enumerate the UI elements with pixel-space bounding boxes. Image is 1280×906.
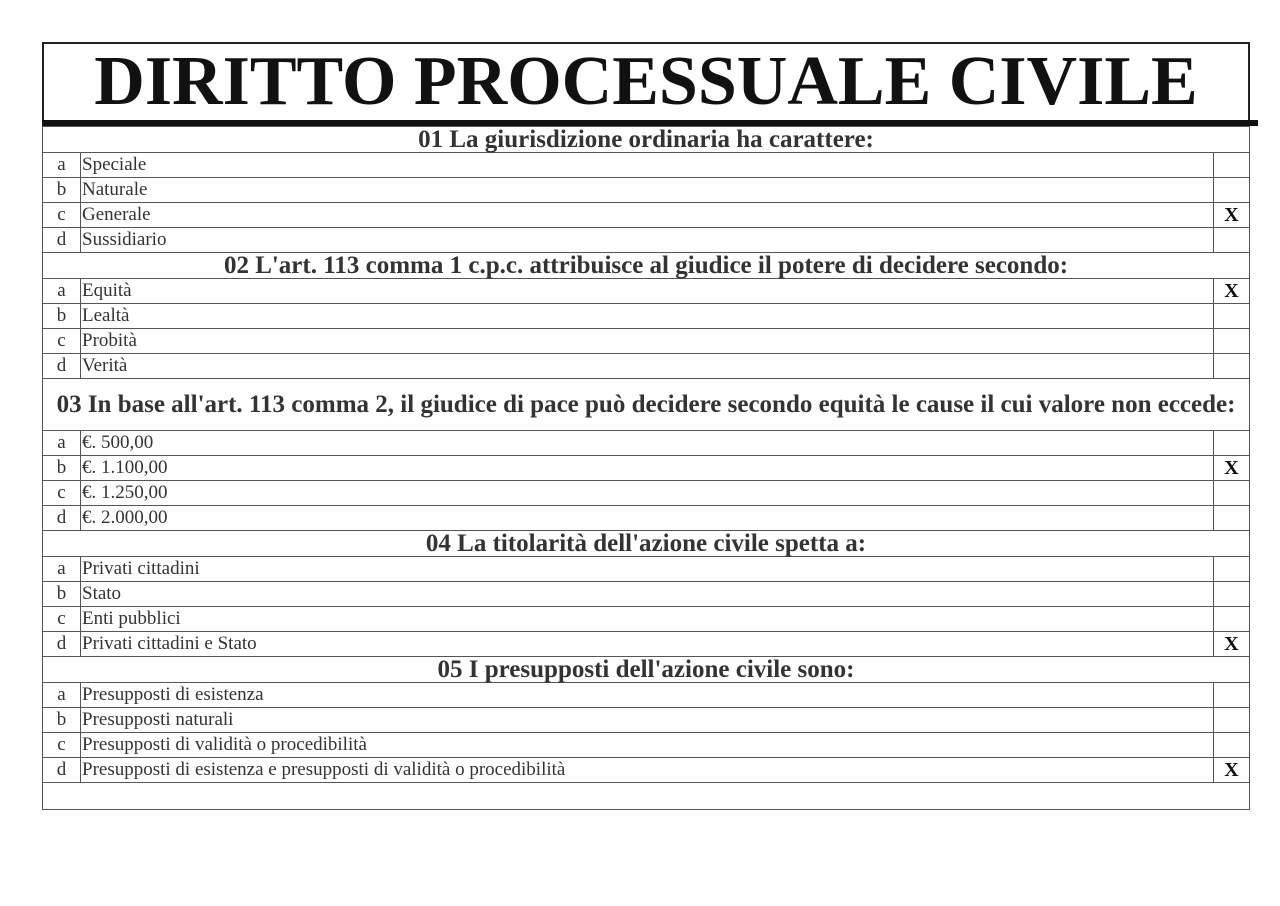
answer-mark	[1214, 481, 1250, 506]
answer-letter: c	[43, 481, 81, 506]
answer-text: Naturale	[81, 178, 1214, 203]
empty-cell	[43, 783, 1250, 810]
answer-row	[43, 758, 1250, 783]
question-row	[43, 531, 1250, 557]
answer-letter: d	[43, 354, 81, 379]
empty-row	[43, 783, 1250, 810]
answer-mark	[1214, 228, 1250, 253]
answer-mark: X	[1214, 758, 1250, 783]
answer-row	[43, 506, 1250, 531]
answer-row	[43, 683, 1250, 708]
answer-row	[43, 456, 1250, 481]
answer-mark	[1214, 733, 1250, 758]
answer-letter: a	[43, 431, 81, 456]
answer-letter: a	[43, 153, 81, 178]
answer-letter: c	[43, 607, 81, 632]
answer-text: €. 1.100,00	[81, 456, 1214, 481]
answer-row	[43, 431, 1250, 456]
answer-text: Presupposti di esistenza	[81, 683, 1214, 708]
answer-row	[43, 178, 1250, 203]
answer-letter: b	[43, 708, 81, 733]
answer-row	[43, 481, 1250, 506]
question-text: 03 In base all'art. 113 comma 2, il giudice di pace può decidere secondo equità le cause il cui valore non eccede:	[43, 379, 1250, 431]
answer-text: Privati cittadini	[81, 557, 1214, 582]
answer-row	[43, 228, 1250, 253]
answer-row	[43, 582, 1250, 607]
answer-mark	[1214, 506, 1250, 531]
answer-letter: c	[43, 733, 81, 758]
answer-row	[43, 354, 1250, 379]
quiz-body	[43, 127, 1250, 810]
answer-letter: a	[43, 557, 81, 582]
answer-row	[43, 279, 1250, 304]
answer-text: Generale	[81, 203, 1214, 228]
answer-letter: d	[43, 506, 81, 531]
answer-row	[43, 708, 1250, 733]
answer-text: Sussidiario	[81, 228, 1214, 253]
answer-mark	[1214, 304, 1250, 329]
answer-mark	[1214, 708, 1250, 733]
answer-mark	[1214, 354, 1250, 379]
answer-text: Presupposti di validità o procedibilità	[81, 733, 1214, 758]
answer-mark	[1214, 607, 1250, 632]
question-text: 04 La titolarità dell'azione civile spetta a:	[43, 531, 1250, 557]
answer-text: Verità	[81, 354, 1214, 379]
answer-text: Enti pubblici	[81, 607, 1214, 632]
answer-row	[43, 557, 1250, 582]
answer-text: Probità	[81, 329, 1214, 354]
answer-text: Presupposti di esistenza e presupposti di validità o procedibilità	[81, 758, 1214, 783]
answer-letter: d	[43, 632, 81, 657]
question-row	[43, 253, 1250, 279]
answer-mark: X	[1214, 456, 1250, 481]
answer-letter: b	[43, 456, 81, 481]
quiz-sheet	[42, 42, 1250, 810]
question-row	[43, 379, 1250, 431]
answer-letter: b	[43, 582, 81, 607]
question-row	[43, 657, 1250, 683]
question-text: 02 L'art. 113 comma 1 c.p.c. attribuisce al giudice il potere di decidere secondo:	[43, 253, 1250, 279]
answer-mark	[1214, 582, 1250, 607]
answer-text: Stato	[81, 582, 1214, 607]
answer-mark	[1214, 431, 1250, 456]
page-title: DIRITTO PROCESSUALE CIVILE	[94, 43, 1198, 120]
answer-mark: X	[1214, 279, 1250, 304]
answer-row	[43, 153, 1250, 178]
answer-mark	[1214, 683, 1250, 708]
answer-row	[43, 607, 1250, 632]
answer-letter: c	[43, 203, 81, 228]
answer-mark	[1214, 153, 1250, 178]
answer-mark: X	[1214, 203, 1250, 228]
answer-letter: d	[43, 228, 81, 253]
answer-letter: a	[43, 279, 81, 304]
answer-mark	[1214, 329, 1250, 354]
answer-text: Privati cittadini e Stato	[81, 632, 1214, 657]
question-text: 05 I presupposti dell'azione civile sono:	[43, 657, 1250, 683]
answer-text: Lealtà	[81, 304, 1214, 329]
title-box	[42, 42, 1250, 120]
answer-text: Speciale	[81, 153, 1214, 178]
answer-mark: X	[1214, 632, 1250, 657]
answer-row	[43, 733, 1250, 758]
answer-mark	[1214, 178, 1250, 203]
answer-row	[43, 304, 1250, 329]
answer-text: Presupposti naturali	[81, 708, 1214, 733]
question-row	[43, 127, 1250, 153]
answer-letter: b	[43, 304, 81, 329]
answer-mark	[1214, 557, 1250, 582]
answer-letter: c	[43, 329, 81, 354]
answer-text: €. 1.250,00	[81, 481, 1214, 506]
answer-row	[43, 632, 1250, 657]
answer-row	[43, 203, 1250, 228]
answer-letter: a	[43, 683, 81, 708]
answer-text: Equità	[81, 279, 1214, 304]
answer-letter: d	[43, 758, 81, 783]
quiz-table	[42, 126, 1250, 810]
answer-letter: b	[43, 178, 81, 203]
answer-text: €. 2.000,00	[81, 506, 1214, 531]
question-text: 01 La giurisdizione ordinaria ha carattere:	[43, 127, 1250, 153]
answer-row	[43, 329, 1250, 354]
answer-text: €. 500,00	[81, 431, 1214, 456]
